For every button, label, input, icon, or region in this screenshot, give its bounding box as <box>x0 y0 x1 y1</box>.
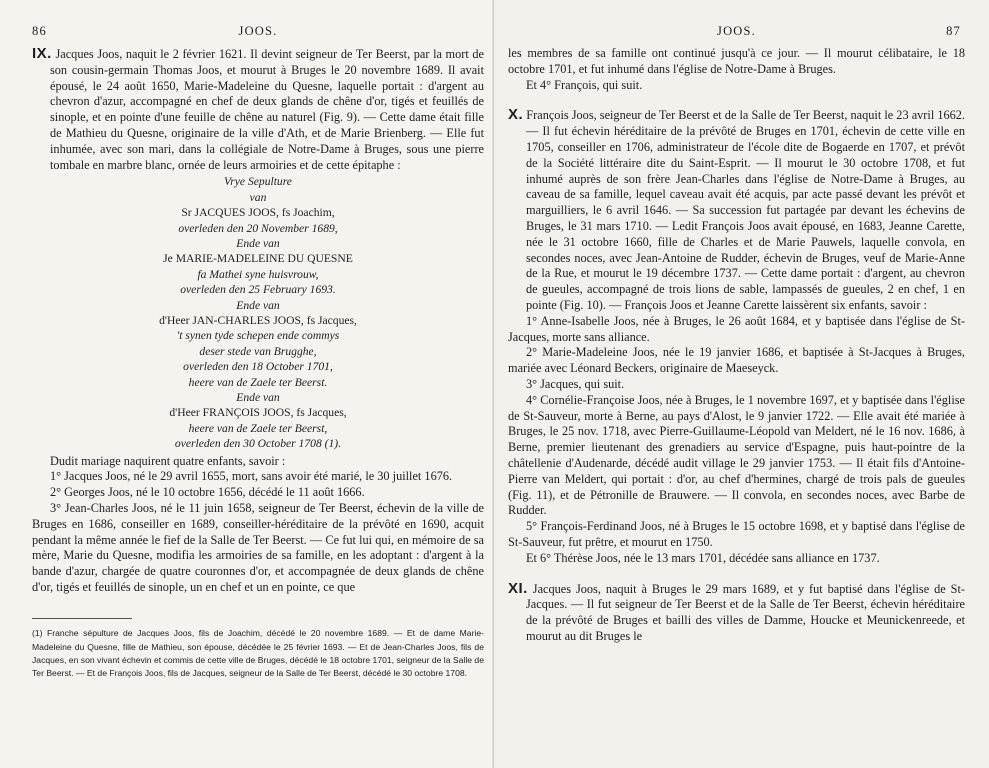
entry-x <box>508 107 965 313</box>
child-item: 1° Anne-Isabelle Joos, née à Bruges, le 26 août 1684, et y baptisée dans l'église de St-Jacques, morte sans alliance. <box>508 313 965 344</box>
epitaph-line: fa Mathei syne huisvrouw, <box>197 267 319 281</box>
entry-x-text: François Joos, seigneur de Ter Beerst et de la Salle de Ter Beerst, naquit le 23 avril 1662. — Il fut échevin héréditaire de la prévôté de Bruges en 1701, échevin de cette ville en 1705, conseiller en 1706, administrateur de l'école dite de Bogaerde en 1707, et prévôt de la Société littéraire dite du Saint-Esprit. — Il mourut le 30 octobre 1708, et fut inhumé auprès de son frère Jean-Charles dans l'église de Notre-Dame à Bruges, au caveau de sa famille, lequel caveau avait été acquis, par acte passé devant les prévôt et marguilliers, le 6 avril 1646. — Sa succession fut partagée par devant les échevins de Bruges, le 31 mars 1710. — Ledit François Joos avait épousé, en 1683, Jeanne Carette, née le 31 octobre 1660, fille de Charles et de Marie Pauwels, laquelle convola, en secondes noces, avec Jean-Antoine de Rudder, échevin de Bruges, veuf de Marie-Anne de la Rue, et mourut le 19 décembre 1737. — Cette dame portait : d'argent, au chevron de gueules, accompagné de trois lions de sable, lampassés de gueules, 2 en chef, 1 en pointe (Fig. 10). — François Joos et Jeanne Carette laissèrent six enfants, savoir : <box>526 108 965 312</box>
entry-xi <box>508 581 965 645</box>
entry-ix-text: Jacques Joos, naquit le 2 février 1621. Il devint seigneur de Ter Beerst, par la mort de son cousin-germain Thomas Joos, et mourut à Bruges le 20 novembre 1689. Il avait épousé, le 24 août 1650, Marie-Madeleine du Quesne, laquelle portait : d'argent au chevron d'azur, accompagné en chef de deux glands de chêne d'or, tigés et feuillés de sinople, et en pointe d'une feuille de chêne au naturel (Fig. 9). — Cette dame était fille de Mathieu du Quesne, originaire de la ville d'Ath, et de Marie Brienberg. — Elle fut inhumée, avec son mari, dans la collégiale de Notre-Dame à Bruges, sous une pierre tombale en marbre blanc, ornée de leurs armoiries et de cette épitaphe : <box>50 47 484 172</box>
child-item: 2° Marie-Madeleine Joos, née le 19 janvier 1686, et baptisée à St-Jacques à Bruges, mariée avec Léonard Beckers, originaire de Maeseyck. <box>508 345 965 376</box>
child-item: 1° Jacques Joos, né le 29 avril 1655, mort, sans avoir été marié, le 30 juillet 1676. <box>50 469 453 484</box>
entry-xi-text: Jacques Joos, naquit à Bruges le 29 mars 1689, et y fut baptisé dans l'église de St-Jacques. — Il fut seigneur de Ter Beerst et de la Salle de Ter Beerst, échevin héréditaire de la prévôté de Bruges et bailli des villes de Damme, Houcke et Meunickenreede, et mourut au dit Bruges le <box>526 581 965 643</box>
epitaph-line: 't synen tyde schepen ende commys <box>176 329 340 343</box>
child-item: 3° Jean-Charles Joos, né le 11 juin 1658, seigneur de Ter Beerst, échevin de la ville de Bruges en 1686, conseiller en 1689, conseiller-héréditaire de la prévôté en 1690, acquit pendant la même année le fief de la Salle de Ter Beerst. — Ce fut lui qui, en mémoire de sa mère, Marie du Quesne, modifia les armoiries de sa famille, en les adoptant : d'argent à la bande d'azur, chargée de quatre couronnes d'or, et accompagnée de deux glands de chêne d'or, tigés et feuillés de sinople, un en chef et un en pointe, ce que <box>32 501 484 595</box>
right-page-number: 87 <box>946 24 961 38</box>
continuation-text: les membres de sa famille ont continué jusqu'à ce jour. — Il mourut célibataire, le 18 octobre 1701, et fut inhumé dans l'église de Notre-Dame à Bruges. <box>508 46 965 76</box>
left-body <box>32 46 484 596</box>
epitaph-line: overleden den 30 October 1708 (1). <box>174 437 342 451</box>
children-intro: Dudit mariage naquirent quatre enfants, savoir : <box>50 453 286 468</box>
epitaph-line: overleden den 18 October 1701, <box>183 360 333 374</box>
child-item: 4° Cornélie-Françoise Joos, née à Bruges, le 1 novembre 1697, et y baptisée dans l'église de St-Sauveur, morte à Berne, au pays d'Alost, le 9 janvier 1722. — Elle avait été mariée à Bruges, le 25 nov. 1718, avec Pierre-Guillaume-Léopold van Meldert, né le 16 nov. 1686, à Berne, premier lieutenant des grenadiers au service d'Espagne, puis haut-pointre de la châtellenie d'Audenarde, décédé audit village le 29 janvier 1753. — Il était fils d'Antoine-Pierre van Meldert, qui portait : d'or, au chef d'hermines, chargé de trois pals de gueules (Fig. 11), et de Pétronille de Brauwere. — Il convola, en secondes noces, avec Barbe de Rudder. <box>508 392 965 518</box>
left-running-title: JOOS. <box>238 24 278 38</box>
child-item: 2° Georges Joos, né le 10 octobre 1656, décédé le 11 août 1666. <box>50 485 365 500</box>
child-item: Et 6° Thérèse Joos, née le 13 mars 1701, décédée sans alliance en 1737. <box>526 550 880 565</box>
right-body <box>508 46 965 645</box>
fourth-child-line: Et 4° François, qui suit. <box>526 77 643 92</box>
epitaph-line: Ende van <box>236 237 280 250</box>
epitaph-line: heere van de Zaele ter Beerst. <box>188 375 328 389</box>
right-running-title: JOOS. <box>717 24 756 38</box>
section-gap <box>508 93 965 107</box>
footnote-divider <box>32 618 132 619</box>
entry-xi-numeral: XI. <box>508 579 528 597</box>
left-page-number: 86 <box>32 24 47 38</box>
left-running-head <box>32 24 484 46</box>
epitaph-line: d'Heer JAN-CHARLES JOOS, fs Jacques, <box>159 314 357 328</box>
epitaph <box>32 174 484 451</box>
epitaph-line: van <box>249 190 267 204</box>
right-running-head <box>508 24 965 46</box>
epitaph-line: Je MARIE-MADELEINE DU QUESNE <box>163 252 353 266</box>
epitaph-line: Vrye Sepulture <box>224 175 292 189</box>
section-gap <box>508 567 965 581</box>
epitaph-line: heere van de Zaele ter Beerst, <box>188 421 328 435</box>
child-item: 3° Jacques, qui suit. <box>526 376 625 391</box>
epitaph-line: deser stede van Brugghe, <box>199 344 317 358</box>
child-item: 5° François-Ferdinand Joos, né à Bruges le 15 octobre 1698, et y baptisé dans l'église de St-Sauveur, fut prêtre, et mourut en 1750. <box>508 519 965 549</box>
footnote: (1) Franche sépulture de Jacques Joos, fils de Joachim, décédé le 20 novembre 1689. — Et de dame Marie-Madeleine du Quesne, fille de Mathieu, son épouse, décédée le 25 février 1693. — Et de Jean-Charles Joos, fils de Jacques, en son vivant échevin et commis de cette ville de Bruges, décédé le 18 octobre 1701, seigneur de la Salle de Ter Beerst. — Et de François Joos, fils de Jacques, seigneur de la Salle de Ter Beerst, décédé le 30 octobre 1708. <box>32 628 484 679</box>
epitaph-line: overleden den 25 February 1693. <box>180 283 336 297</box>
entry-ix <box>32 46 484 173</box>
left-page <box>0 0 494 768</box>
epitaph-line: Ende van <box>236 298 280 312</box>
epitaph-line: overleden den 20 November 1689, <box>178 221 338 235</box>
right-page <box>494 0 989 768</box>
epitaph-line: Sr JACQUES JOOS, fs Joachim, <box>181 206 335 220</box>
entry-ix-numeral: IX. <box>32 45 52 62</box>
epitaph-line: Ende van <box>236 391 280 405</box>
epitaph-line: d'Heer FRANÇOIS JOOS, fs Jacques, <box>169 406 347 420</box>
entry-x-numeral: X. <box>508 106 524 124</box>
